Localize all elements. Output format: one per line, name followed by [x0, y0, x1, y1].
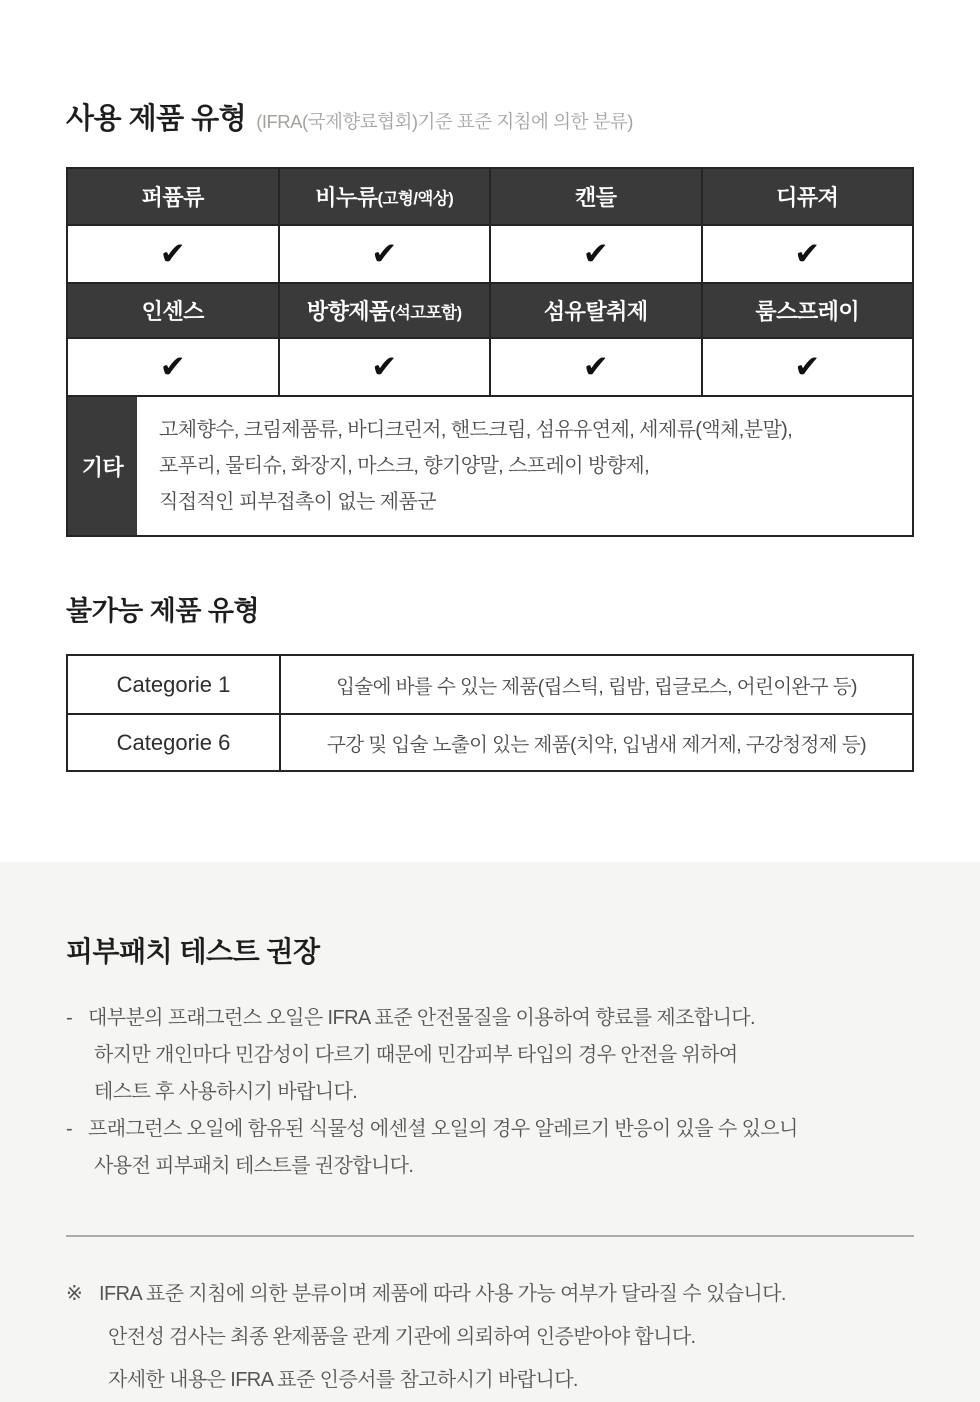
header-label: 룸스프레이 — [755, 299, 860, 324]
header-label: 섬유탈취제 — [543, 299, 648, 324]
check-icon: ✔ — [159, 349, 186, 384]
header-cell-diffuser — [701, 169, 913, 224]
category-description: 입술에 바를 수 있는 제품(립스틱, 립밤, 립글로스, 어린이완구 등) — [279, 656, 912, 713]
patch-section-title: 피부패치 테스트 권장 — [66, 936, 320, 967]
header-label: 방향제품 — [306, 299, 390, 324]
header-sublabel: (석고포함) — [389, 303, 462, 322]
category-cell: Categorie 6 — [116, 729, 231, 755]
usage-section-subtitle: (IFRA(국제향료협회)기준 표준 지침에 의한 분류) — [256, 111, 633, 132]
check-icon: ✔ — [278, 226, 490, 282]
header-label: 디퓨져 — [776, 185, 839, 210]
check-icon: ✔ — [701, 226, 913, 282]
check-icon: ✔ — [489, 339, 701, 395]
table-header-row-2 — [68, 282, 912, 337]
footnote — [66, 1273, 914, 1402]
check-row-2 — [68, 337, 912, 395]
reference-mark: ※ — [66, 1283, 83, 1305]
restricted-type-table — [66, 654, 914, 772]
footnote-line: 안전성 검사는 최종 완제품을 관계 기관에 의뢰하여 인증받아야 합니다. — [108, 1326, 696, 1348]
header-label: 인센스 — [141, 299, 204, 324]
etc-line: 직접적인 피부접촉이 없는 제품군 — [159, 491, 436, 513]
bullet-line: 하지만 개인마다 민감성이 다르기 때문에 민감피부 타입의 경우 안전을 위하여 — [94, 1044, 738, 1066]
check-icon: ✔ — [701, 339, 913, 395]
category-cell: Categorie 1 — [116, 671, 231, 697]
usage-title-row — [66, 96, 914, 137]
bullet-line: 사용전 피부패치 테스트를 권장합니다. — [94, 1155, 414, 1177]
etc-label: 기타 — [68, 397, 137, 535]
header-cell-fabric-deodorizer — [489, 284, 701, 337]
check-icon: ✔ — [489, 226, 701, 282]
divider — [66, 1235, 914, 1237]
etc-description — [137, 397, 912, 535]
header-cell-incense — [68, 284, 278, 337]
check-row-1 — [68, 224, 912, 282]
header-cell-air-freshener — [278, 284, 490, 337]
category-description: 구강 및 입술 노출이 있는 제품(치약, 입냄새 제거제, 구강청정제 등) — [279, 715, 912, 770]
bullet-line: 테스트 후 사용하시기 바랍니다. — [94, 1081, 358, 1103]
etc-row — [68, 395, 912, 535]
header-label: 비누류 — [315, 185, 378, 210]
usage-type-table — [66, 167, 914, 537]
footnote-line: 자세한 내용은 IFRA 표준 인증서를 참고하시기 바랍니다. — [108, 1369, 578, 1391]
bullet-text — [88, 1000, 755, 1111]
bullet-line: 프래그런스 오일에 함유된 식물성 에센셜 오일의 경우 알레르기 반응이 있을 수 있으니 — [88, 1118, 798, 1140]
footnote-text — [99, 1273, 786, 1402]
footnote-line: IFRA 표준 지침에 의한 분류이며 제품에 따라 사용 가능 여부가 달라질 수 있습니다. — [99, 1283, 786, 1305]
bullet-item — [66, 1111, 914, 1185]
table-header-row-1 — [68, 169, 912, 224]
header-cell-perfume — [68, 169, 278, 224]
etc-line: 포푸리, 물티슈, 화장지, 마스크, 향기양말, 스프레이 방향제, — [159, 455, 650, 477]
header-cell-soap — [278, 169, 490, 224]
table-row — [68, 713, 912, 770]
spacer — [66, 772, 914, 862]
bullet-marker: - — [66, 1118, 73, 1140]
header-cell-room-spray — [701, 284, 913, 337]
check-icon: ✔ — [159, 236, 186, 271]
bullet-text — [88, 1111, 798, 1185]
header-cell-candle — [489, 169, 701, 224]
patch-test-section — [0, 862, 980, 1402]
bullet-marker: - — [66, 1007, 73, 1029]
restricted-section-title: 불가능 제품 유형 — [66, 596, 260, 626]
bullet-line: 대부분의 프래그런스 오일은 IFRA 표준 안전물질을 이용하여 향료를 제조합니다. — [88, 1007, 755, 1029]
bullet-item — [66, 1000, 914, 1111]
header-label: 퍼퓸류 — [141, 185, 204, 210]
header-sublabel: (고형/액상) — [377, 189, 454, 208]
header-label: 캔들 — [574, 185, 617, 210]
table-row — [68, 656, 912, 713]
etc-line: 고체향수, 크림제품류, 바디크린저, 핸드크림, 섬유유연제, 세제류(액체,분말), — [159, 419, 793, 441]
usage-section-title: 사용 제품 유형 — [66, 103, 247, 135]
check-icon: ✔ — [278, 339, 490, 395]
